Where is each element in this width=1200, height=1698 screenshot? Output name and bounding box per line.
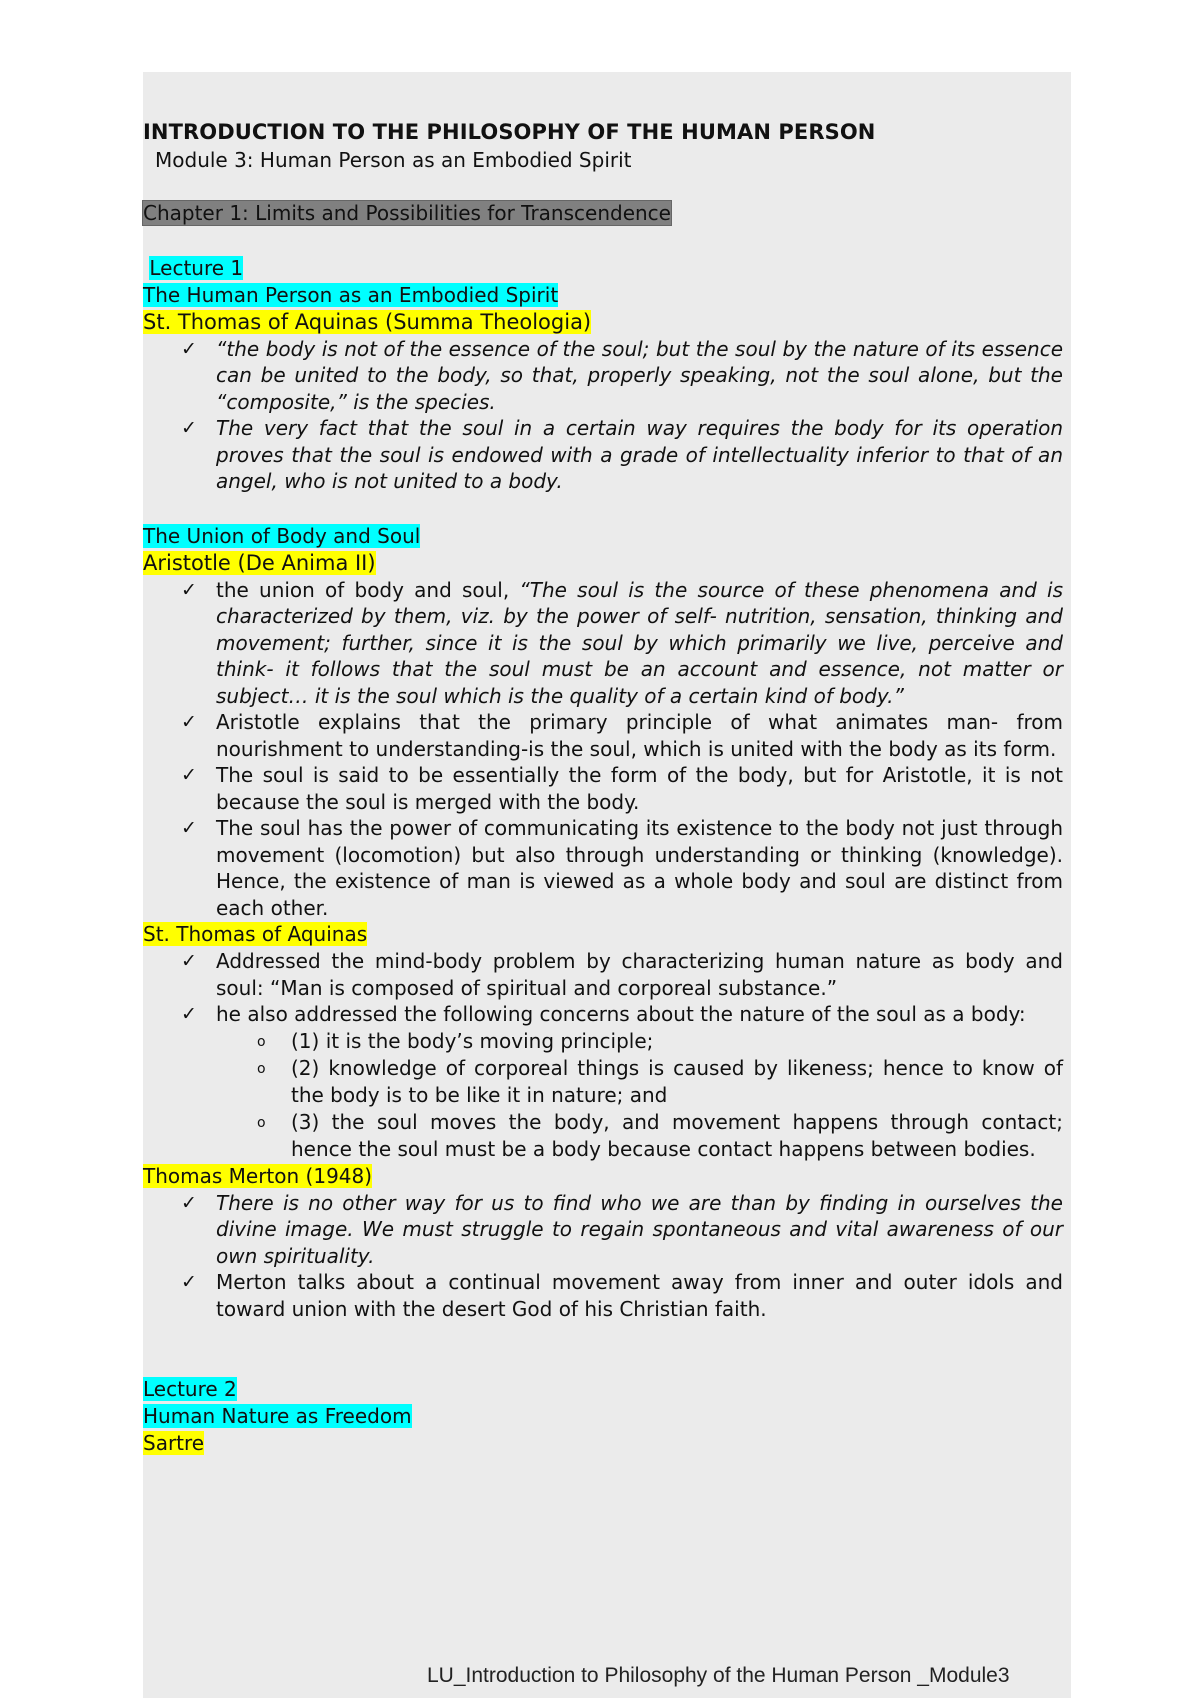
check-icon: ✓ bbox=[181, 817, 197, 839]
chapter-heading-text: Chapter 1: Limits and Possibilities for Transcendence bbox=[143, 201, 671, 225]
check-icon: ✓ bbox=[181, 950, 197, 972]
section2-title-text: The Union of Body and Soul bbox=[143, 523, 421, 548]
list-item bbox=[143, 415, 1063, 495]
list-item bbox=[143, 336, 1063, 416]
spacer bbox=[143, 227, 1063, 255]
lecture2-title bbox=[143, 1403, 1063, 1430]
list-item-quote: “The soul is the source of these phenomena and is characterized by them, viz. by the power of self- nutrition, sensation, thinking and movement; further, since it is the soul by which primarily we live, perceive and think- it follows that the soul must be an account and essence, not matter or subject… it is the soul which is the quality of a certain kind of body.” bbox=[216, 577, 1063, 708]
list-item-lead: the union of body and soul, bbox=[216, 577, 520, 602]
aristotle-author bbox=[143, 550, 1063, 577]
check-icon: ✓ bbox=[181, 711, 197, 733]
section1-title bbox=[143, 282, 1063, 309]
list-item bbox=[143, 1001, 1063, 1163]
aristotle-author-text: Aristotle (De Anima II) bbox=[143, 550, 376, 575]
check-icon: ✓ bbox=[181, 578, 197, 601]
list-item-text: Addressed the mind-body problem by characterizing human nature as body and soul: “Man is composed of spiritual and corporeal substance.” bbox=[216, 949, 1063, 1000]
section1-author-text: St. Thomas of Aquinas (Summa Theologia) bbox=[143, 309, 592, 334]
aquinas-author bbox=[143, 921, 1063, 948]
list-item-text: The very fact that the soul in a certain way requires the body for its operation proves that the soul is endowed with a grade of intellectuality inferior to that of an angel, who is not united to a body. bbox=[216, 416, 1063, 493]
list-item bbox=[143, 577, 1063, 710]
circle-bullet-icon: o bbox=[257, 1114, 266, 1131]
list-item bbox=[143, 1269, 1063, 1322]
check-icon: ✓ bbox=[181, 1191, 197, 1214]
sub-list-item-text: (2) knowledge of corporeal things is caused by likeness; hence to know of the body is to be like it in nature; and bbox=[291, 1055, 1063, 1107]
lecture1-label-text: Lecture 1 bbox=[149, 255, 244, 280]
lecture2-title-text: Human Nature as Freedom bbox=[143, 1404, 412, 1428]
check-icon: ✓ bbox=[181, 764, 197, 786]
merton-author-text: Thomas Merton (1948) bbox=[143, 1163, 373, 1188]
list-item-text: The soul has the power of communicating its existence to the body not just through movement (locomotion) but also through understanding or thinking (knowledge). Hence, the existence of man is viewed as a whole body and soul are distinct from each other. bbox=[216, 816, 1063, 920]
section2-title bbox=[143, 523, 1063, 550]
list-item bbox=[143, 709, 1063, 762]
list-item-text: Merton talks about a continual movement away from inner and outer idols and toward union with the desert God of his Christian faith. bbox=[216, 1270, 1063, 1321]
document-content bbox=[143, 118, 1063, 1457]
document-title: INTRODUCTION TO THE PHILOSOPHY OF THE HUMAN PERSON bbox=[143, 120, 876, 144]
sub-list-item-text: (1) it is the body’s moving principle; bbox=[291, 1028, 654, 1053]
spacer bbox=[143, 1322, 1063, 1376]
sub-list-item-text: (3) the soul moves the body, and movement happens through contact; hence the soul must be a body because contact happens between bodies. bbox=[291, 1109, 1063, 1161]
list-item bbox=[143, 1190, 1063, 1270]
lecture1-label bbox=[143, 255, 1063, 282]
document-page bbox=[143, 72, 1071, 1698]
list-item bbox=[143, 815, 1063, 921]
section1-title-text: The Human Person as an Embodied Spirit bbox=[143, 282, 559, 307]
list-item-text: “the body is not of the essence of the soul; but the soul by the nature of its essence can be united to the body, so that, properly speaking, not the soul alone, but the “composite,” is the species. bbox=[216, 336, 1063, 414]
chapter-heading bbox=[143, 200, 1063, 227]
list-item bbox=[143, 762, 1063, 815]
circle-bullet-icon: o bbox=[257, 1060, 266, 1077]
module-subtitle: Module 3: Human Person as an Embodied Spirit bbox=[155, 148, 632, 172]
list-item-text: he also addressed the following concerns about the nature of the soul as a body: bbox=[216, 1002, 1026, 1026]
aquinas-author-text: St. Thomas of Aquinas bbox=[143, 922, 368, 946]
lecture2-label-text: Lecture 2 bbox=[143, 1377, 237, 1401]
check-icon: ✓ bbox=[181, 337, 197, 360]
check-icon: ✓ bbox=[181, 1003, 197, 1025]
list-item-text: Aristotle explains that the primary principle of what animates man- from nourishment to understanding-is the soul, which is united with the body as its form. bbox=[216, 710, 1063, 761]
lecture2-author-text: Sartre bbox=[143, 1431, 205, 1455]
list-item-text: There is no other way for us to find who we are than by finding in ourselves the divine image. We must struggle to regain spontaneous and vital awareness of our own spirituality. bbox=[216, 1190, 1063, 1268]
spacer bbox=[143, 495, 1063, 523]
merton-author bbox=[143, 1163, 1063, 1190]
circle-bullet-icon: o bbox=[257, 1033, 266, 1050]
section1-author bbox=[143, 309, 1063, 336]
check-icon: ✓ bbox=[181, 417, 197, 439]
aquinas-bullet-list bbox=[143, 948, 1063, 1163]
aquinas-sub-list bbox=[216, 1028, 1063, 1163]
sub-list-item bbox=[143, 1055, 1063, 1109]
merton-bullet-list bbox=[143, 1190, 1063, 1323]
page-footer: LU_Introduction to Philosophy of the Human Person _Module3 bbox=[427, 1664, 1010, 1687]
lecture2-label bbox=[143, 1376, 1063, 1403]
check-icon: ✓ bbox=[181, 1271, 197, 1293]
aristotle-bullet-list bbox=[143, 577, 1063, 922]
list-item-text: The soul is said to be essentially the form of the body, but for Aristotle, it is not because the soul is merged with the body. bbox=[216, 763, 1063, 814]
sub-list-item bbox=[143, 1109, 1063, 1163]
list-item bbox=[143, 948, 1063, 1001]
sub-list-item bbox=[143, 1028, 1063, 1055]
section1-bullet-list bbox=[143, 336, 1063, 495]
lecture2-author bbox=[143, 1430, 1063, 1457]
